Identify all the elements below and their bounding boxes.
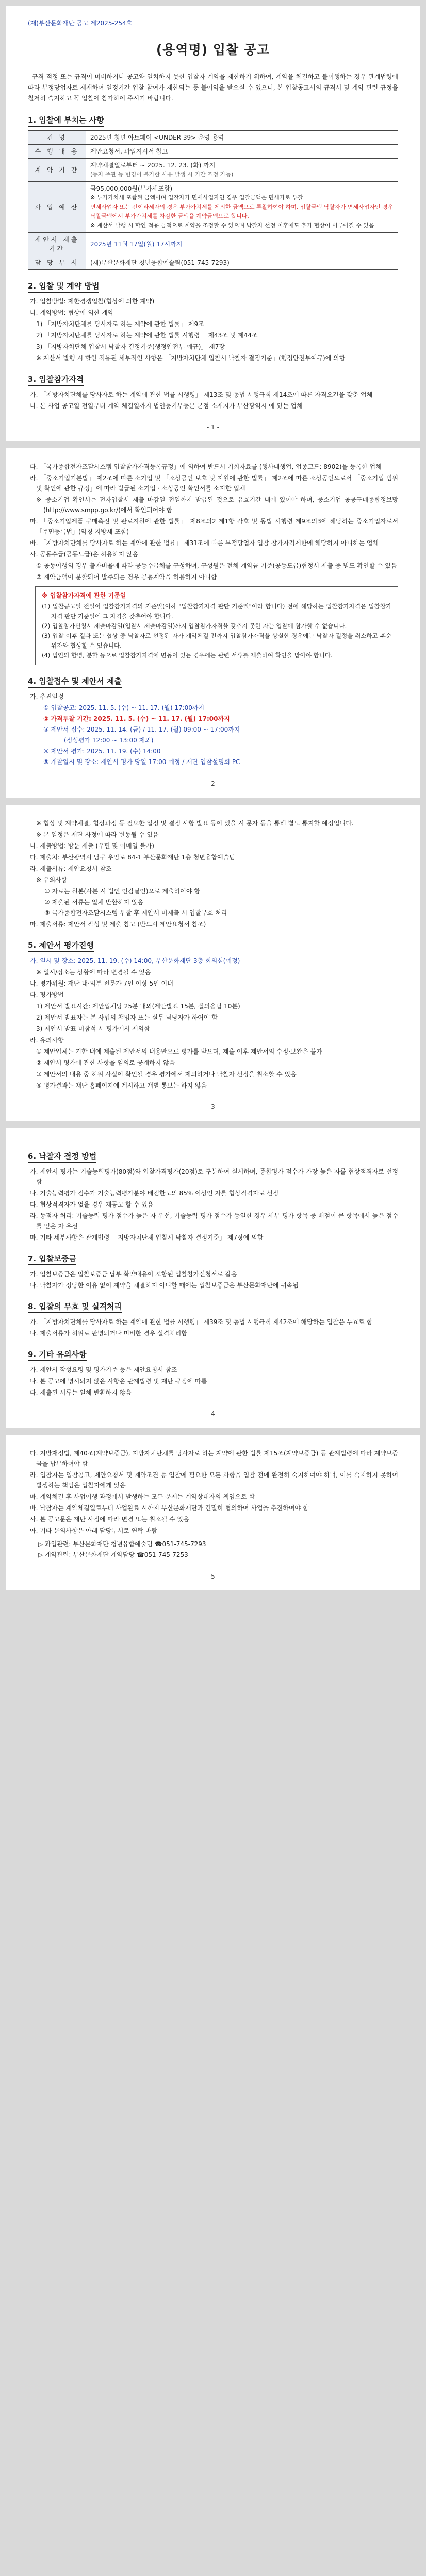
document-page-1 [6, 6, 420, 441]
document-page-2 [6, 448, 420, 798]
list-item: 나. 제출방법: 방문 제출 (우편 및 이메일 불가) [30, 842, 154, 850]
section-9-title: 9. 기타 유의사항 [28, 1349, 398, 1360]
list-item: 다. 지방재정법, 제40조(계약보증금), 지방자치단체를 당사자로 하는 계약에 관한 법률 제15조(계약보증금) 등 관계법령에 따라 계약보증금을 납부하여야 함 [30, 1450, 398, 1467]
list-item: 마. 제출서류: 제안서 작성 및 제출 참고 (반드시 제안요청서 참조) [30, 921, 206, 928]
list-item: ※ 본 일정은 재단 사정에 따라 변동될 수 있음 [36, 831, 159, 838]
page-number: - 3 - [207, 1103, 219, 1110]
list-item: 1) 제안서 발표시간: 제안업체당 25분 내외(제안발표 15분, 질의응답 10분) [36, 1003, 240, 1010]
row-label: 수 행 내 용 [28, 145, 86, 159]
list-item: 사. 공동수급(공동도급)은 허용하지 않음 [30, 551, 139, 558]
document-page-5 [6, 1435, 420, 1590]
list-item: ※ 계산서 발행 시 할인 적용된 세부적인 사항은 「지방자치단체 입찰시 낙찰자 결정기준」(행정안전부예규)에 의함 [36, 354, 346, 362]
list-item: ③ 국가종합전자조달시스템 투찰 후 제안서 미제출 시 입찰무효 처리 [44, 909, 227, 917]
list-item: 사. 본 공고문은 재단 사정에 따라 변경 또는 취소될 수 있음 [30, 1516, 189, 1523]
section-8-title: 8. 입찰의 무효 및 실격처리 [28, 1301, 398, 1312]
list-item: 라. 「중소기업기본법」 제2조에 따른 소기업 및 「소상공인 보호 및 지원에 관한 법률」 제2조에 따른 소상공인으로서 「중소기업 범위 및 확인에 관한 규정」에 따라 발급된 소기업 · 소상공인 확인서를 소지한 업체 [30, 474, 398, 492]
list-item: 3) 제안서 발표 미참석 시 평가에서 제외함 [36, 1025, 150, 1032]
list-item: 나. 낙찰자가 정당한 이유 없이 계약을 체결하지 아니할 때에는 입찰보증금은 부산문화재단에 귀속됨 [30, 1282, 299, 1289]
contract-period-note: (동자 주관 등 변경이 불가한 사유 발생 시 기간 조정 가능) [90, 171, 234, 178]
list-item: 다. 제출된 서류는 일체 반환하지 않음 [30, 1389, 132, 1396]
document-page-4 [6, 1128, 420, 1428]
schedule-item: ⑤ 개찰일시 및 장소: 제안서 평가 당일 17:00 예정 / 재단 입찰설명회 PC [43, 758, 240, 766]
list-item: 바. 「지방자치단체를 당사자로 하는 계약에 관한 법률」 제31조에 따른 부정당업자 입찰 참가자격제한에 해당하지 아니하는 업체 [30, 539, 379, 547]
schedule-item: ④ 제안서 평가: 2025. 11. 19. (수) 14:00 [43, 748, 161, 755]
box-line: (3) 입찰 이후 결과 또는 협상 중 낙찰자로 선정된 자가 계약체결 전까지 입찰참가자격을 상실한 경우에는 낙찰자 결정을 취소하고 후순위자와 협상할 수 있습니다. [42, 632, 391, 649]
list-item: 가. 제안서 작성요령 및 평가기준 등은 제안요청서 참조 [30, 1366, 177, 1374]
list-item: ※ 협상 및 계약체결, 협상과정 등 필요한 일정 및 결정 사항 발표 등이 있을 시 문자 등을 통해 별도 통지할 예정입니다. [36, 820, 354, 827]
notice-number: (재)부산문화재단 공고 제2025-254호 [28, 20, 133, 27]
table-row [28, 233, 398, 256]
list-item: 바. 낙찰자는 계약체결일로부터 사업완료 시까지 부산문화재단과 긴밀히 협의하여 사업을 추진하여야 함 [30, 1504, 309, 1512]
row-value: 2025년 청년 아트페어 <UNDER 39> 운영 용역 [86, 131, 398, 145]
list-item: ※ 중소기업 확인서는 전자입찰서 제출 마감일 전일까지 발급된 것으로 유효기간 내에 있어야 하며, 중소기업 공공구매종합정보망(http://www.smpp.go.kr/)에서 확인되어야 함 [36, 496, 398, 514]
list-item: 가. 입찰보증금은 입찰보증금 납부 확약내용이 포함된 입찰참가신청서로 갈음 [30, 1270, 237, 1278]
row-value [86, 182, 398, 233]
list-item: 마. 기타 세부사항은 관계법령 「지방자치단체 입찰시 낙찰자 결정기준」 제7장에 의함 [30, 1234, 264, 1241]
list-item: 다. 평가방법 [30, 991, 64, 998]
list-item: 다. 제출처: 부산광역시 남구 우암로 84-1 부산문화재단 1층 청년융합예술팀 [30, 854, 235, 861]
box-line: (2) 입찰참가신청서 제출마감일(입찰서 제출마감일)까지 입찰참가자격을 갖추지 못한 자는 입찰에 참가할 수 없습니다. [42, 622, 347, 630]
box-line: (1) 입찰공고일 전일이 입찰참가자격의 기준일(이하 "입찰참가자격 판단 기준일"이라 합니다) 전에 해당하는 입찰참가자격은 입찰참가자격 판단 기준일에 그 자격을 갖추어야 합니다. [42, 603, 391, 620]
document-page-3 [6, 805, 420, 1121]
list-item: 나. 본 공고에 명시되지 않은 사항은 관계법령 및 재단 규정에 따름 [30, 1378, 207, 1385]
contract-period: 계약체결일로부터 ~ 2025. 12. 23. (화) 까지 [90, 162, 216, 169]
contact-list [28, 1539, 398, 1561]
list-item: 2) 제안서 발표자는 본 사업의 책임자 또는 실무 담당자가 하여야 함 [36, 1014, 218, 1021]
list-item: 마. 「중소기업제품 구매촉진 및 판로지원에 관한 법률」 제8조의2 제1항 각호 및 동법 시행령 제9조의3에 해당하는 중소기업자로서 「주민등록법」(약칭 지방세 포함) [30, 518, 398, 535]
list-item: 가. 「지방자치단체를 당사자로 하는 계약에 관한 법률 시행령」 제13조 및 동법 시행규칙 제14조에 따른 자격요건을 갖춘 업체 [30, 391, 373, 398]
contact-item: ▷ 계약관련: 부산문화재단 계약담당 ☎051-745-7253 [38, 1551, 188, 1558]
list-item: 가. 입찰방법: 제한경쟁입찰(협상에 의한 계약) [30, 298, 155, 305]
list-item: 아. 기타 문의사항은 아래 담당부서로 연락 바람 [30, 1527, 157, 1534]
list-item: ※ 유의사항 [36, 876, 68, 884]
schedule-item: ② 가격투찰 기간: 2025. 11. 5. (수) ~ 11. 17. (월) 17:00까지 [43, 715, 230, 722]
list-item: ④ 평가결과는 재단 홈페이지에 게시하고 개별 통보는 하지 않음 [36, 1082, 207, 1089]
list-item: 가. 일시 및 장소: 2025. 11. 19. (수) 14:00, 부산문화재단 3층 회의실(예정) [30, 957, 240, 964]
list-item: 2) 「지방자치단체를 당사자로 하는 계약에 관한 법률 시행령」 제43조 및 제44조 [36, 332, 258, 339]
intro-paragraph: 규격 적정 또는 규격이 미비하거나 공고와 일치하지 못한 입찰자 계약을 제한하기 위하여, 계약을 체결하고 불이행하는 경우 관계법령에 따라 부정당업자로 제재하여 일정기간 입찰 참여가 제한되는 등 불이익을 받으실 수 있으니, 본 입찰공고서의 규격서 및 계약 관련 규정을 철저히 숙지하고 꼭 입찰에 참가하여 주시기 바랍니다. [28, 73, 398, 102]
row-label: 건 명 [28, 131, 86, 145]
list-item: ② 제안서 평가에 관한 사항을 임의로 공개하지 않음 [36, 1059, 175, 1066]
row-value [86, 159, 398, 182]
budget-note: ※ 계산서 발행 시 할인 적용 금액으로 계약을 조정할 수 있으며 낙찰자 선정 이후에도 추가 협상이 이루어질 수 있음 [90, 222, 374, 229]
list-item: ① 자료는 원본(사본 시 법인 인감날인)으로 제출하여야 함 [44, 888, 200, 895]
list-item: 가. 「지방자치단체를 당사자로 하는 계약에 관한 법률 시행령」 제39조 및 동법 시행규칙 제42조에 해당하는 입찰은 무효로 함 [30, 1318, 373, 1326]
list-item: 가. 추진일정 [30, 693, 64, 700]
box-title: ※ 입찰참가자격에 관한 기준일 [42, 592, 126, 599]
box-line: (4) 법인의 합병, 분할 등으로 입찰참가자격에 변동이 있는 경우에는 관련 서류를 제출하여 확인을 받아야 합니다. [42, 652, 333, 659]
list-item: 라. 동점자 처리: 기술능력 평가 점수가 높은 자 우선, 기술능력 평가 점수가 동일한 경우 세부 평가 항목 중 배점이 큰 항목에서 높은 점수를 얻은 자 우선 [30, 1212, 398, 1230]
row-value: (재)부산문화재단 청년융합예술팀(051-745-7293) [86, 256, 398, 270]
list-item: 마. 계약체결 후 사업이행 과정에서 발생하는 모든 문제는 계약상대자의 책임으로 함 [30, 1493, 255, 1500]
section-3-title: 3. 입찰참가자격 [28, 374, 398, 384]
list-item: ② 제출된 서류는 일체 반환하지 않음 [44, 899, 144, 906]
schedule-item: (정성평가 12:00 ~ 13:00 제외) [64, 737, 154, 744]
list-item: 3) 「지방자치단체 입찰시 낙찰자 결정기준(행정안전부 예규)」 제7장 [36, 343, 225, 350]
list-item: ※ 일시/장소는 상황에 따라 변경될 수 있음 [36, 969, 151, 976]
list-item: 나. 평가위원: 재단 내·외부 전문가 7인 이상 5인 이내 [30, 980, 173, 987]
row-label: 사 업 예 산 [28, 182, 86, 233]
page-number: - 1 - [207, 423, 219, 431]
list-item: ① 제안업체는 기한 내에 제출된 제안서의 내용만으로 평가를 받으며, 제출 이후 제안서의 수정·보완은 불가 [36, 1048, 322, 1055]
document-title: (용역명) 입찰 공고 [156, 42, 270, 57]
table-row [28, 182, 398, 233]
list-item: ① 공동이행의 경우 출자비율에 따라 공동수급체를 구성하며, 구성원은 전체 계약금 기준(공동도급)협정서 제출 중 별도 확인할 수 있음 [36, 562, 397, 569]
list-item: 라. 입찰자는 입찰공고, 제안요청서 및 계약조건 등 입찰에 필요한 모든 사항을 입찰 전에 완전히 숙지하여야 하며, 이를 숙지하지 못하여 발생하는 책임은 입찰자에게 있음 [30, 1471, 398, 1489]
list-item: 나. 본 사업 공고일 전일부터 계약 체결일까지 법인등기부등본 본점 소재지가 부산광역시 에 있는 업체 [30, 402, 303, 410]
list-item: 나. 제출서류가 허위로 판명되거나 미비한 경우 실격처리함 [30, 1330, 187, 1337]
schedule-item: ① 입찰공고: 2025. 11. 5. (수) ~ 11. 17. (월) 17:00까지 [43, 704, 205, 711]
page-number: - 4 - [207, 1410, 219, 1417]
list-item: 1) 「지방자치단체를 당사자로 하는 계약에 관한 법률」 제9조 [36, 320, 204, 328]
list-item: 라. 제출서류: 제안요청서 참조 [30, 865, 112, 872]
list-item: 라. 유의사항 [30, 1037, 64, 1044]
list-item: ② 계약금액이 분할되어 발주되는 경우 공동계약을 허용하지 아니함 [36, 573, 217, 581]
table-row [28, 159, 398, 182]
row-value: 제안요청서, 과업지시서 참고 [86, 145, 398, 159]
section-6-title: 6. 낙찰자 결정 방법 [28, 1150, 398, 1161]
budget-note: ※ 부가가치세 포함된 금액이며 입찰자가 면세사업자인 경우 입찰금액은 면세가로 투찰 [90, 194, 303, 201]
row-label: 담 당 부 서 [28, 256, 86, 270]
budget-note: 면세사업자 또는 간이과세자의 경우 부가가치세를 제외한 금액으로 투찰하여야 하며, 입찰금액 낙찰자가 면세사업자인 경우 낙찰금액에서 부가가치세를 차감한 금액을 계약금액으로 합니다. [90, 204, 394, 219]
list-item: 다. 협상적격자가 없을 경우 재공고 할 수 있음 [30, 1201, 154, 1208]
section-5-title: 5. 제안서 평가진행 [28, 940, 398, 951]
row-label: 제안서 제출기간 [28, 233, 86, 256]
table-row [28, 145, 398, 159]
list-item: 나. 기술능력평가 점수가 기술능력평가분야 배점한도의 85% 이상인 자를 협상적격자로 선정 [30, 1190, 279, 1197]
table-row [28, 131, 398, 145]
schedule-item: ③ 제안서 접수: 2025. 11. 14. (금) / 11. 17. (월) 09:00 ~ 17:00까지 [43, 726, 240, 733]
list-item: 다. 「국가종합전자조달시스템 입찰참가자격등록규정」에 의하여 반드시 기회자료를 (행사대행업, 업종코드: 8902)을 등록한 업체 [30, 463, 382, 470]
page-number: - 2 - [207, 780, 219, 787]
section-1-title: 1. 입찰에 부치는 사항 [28, 114, 398, 125]
schedule-list [28, 703, 398, 768]
page-number: - 5 - [207, 1573, 219, 1580]
list-item: ③ 제안서의 내용 중 허위 사실이 확인될 경우 평가에서 제외하거나 낙찰자 선정을 취소할 수 있음 [36, 1071, 297, 1078]
contact-item: ▷ 과업관련: 부산문화재단 청년융합예술팀 ☎051-745-7293 [38, 1540, 206, 1548]
section-7-title: 7. 입찰보증금 [28, 1253, 398, 1264]
section-4-title: 4. 입찰접수 및 제안서 제출 [28, 675, 398, 686]
row-value: 2025년 11월 17일(월) 17시까지 [86, 233, 398, 256]
row-label: 계 약 기 간 [28, 159, 86, 182]
list-item: 나. 계약방법: 협상에 의한 계약 [30, 309, 114, 316]
budget-amount: 금95,000,000원(부가세포함) [90, 185, 173, 192]
section-2-title: 2. 입찰 및 계약 방법 [28, 280, 398, 291]
table-row [28, 256, 398, 270]
qualification-criteria-box [35, 586, 398, 665]
list-item: 가. 제안서 평가는 기술능력평가(80점)와 입찰가격평가(20점)로 구분하여 실시하며, 종합평가 점수가 가장 높은 자를 협상적격자로 선정함 [30, 1168, 398, 1185]
bid-info-table [28, 130, 398, 270]
